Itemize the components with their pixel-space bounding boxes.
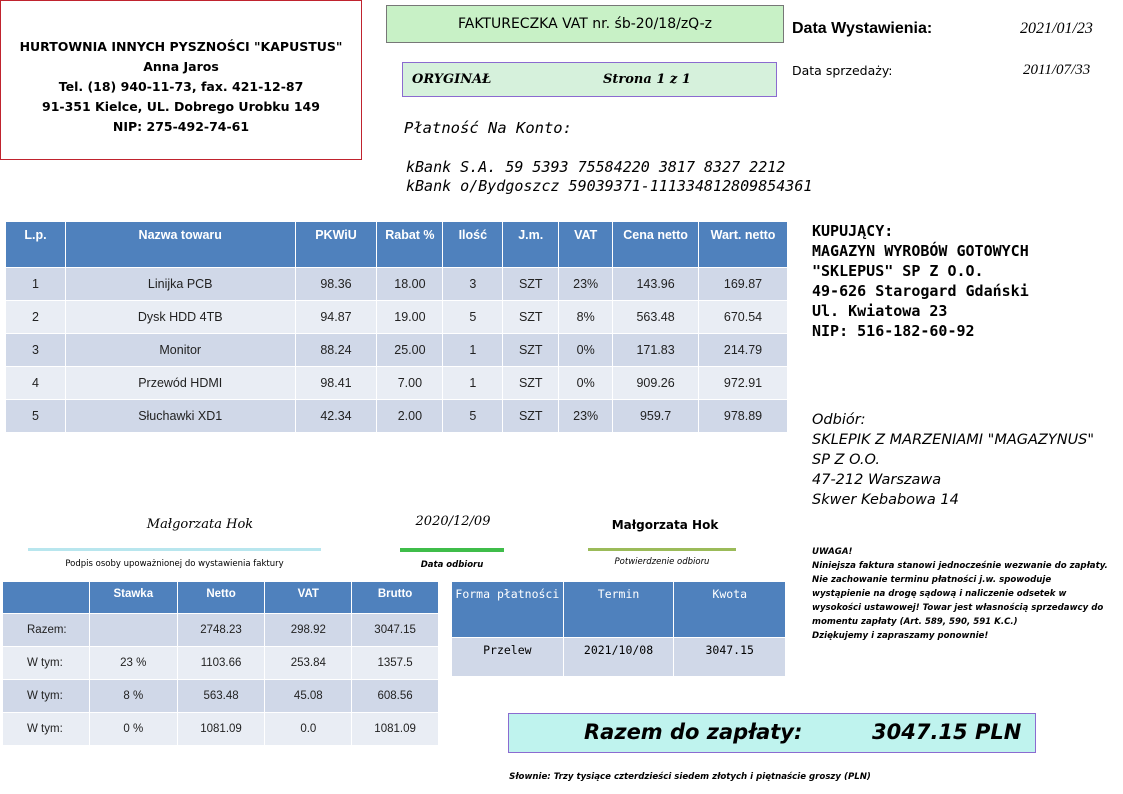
issue-date: 2021/01/23 (1020, 20, 1093, 37)
table-cell: 169.87 (699, 268, 788, 301)
table-cell: 670.54 (699, 301, 788, 334)
table-cell: 8% (559, 301, 613, 334)
receiver-line: Skwer Kebabowa 14 (812, 492, 959, 508)
bank-account-2: kBank o/Bydgoszcz 59039371-111334812809854361 (406, 177, 813, 195)
col-header: Cena netto (613, 222, 699, 268)
table-cell: Linijka PCB (65, 268, 295, 301)
table-cell: 1 (443, 367, 503, 400)
payment-amount: 3047.15 (674, 638, 786, 677)
table-cell: 214.79 (699, 334, 788, 367)
receipt-date-line (400, 548, 504, 552)
table-cell: 959.7 (613, 400, 699, 433)
table-cell: 98.41 (295, 367, 377, 400)
note-body: Niniejsza faktura stanowi jednocześnie wezwanie do zapłaty. Nie zachowanie terminu płatności j.w. spowoduje wystąpienie na drogę sądową i naliczenie odsetek w wysokości ustawowej! Towar jest własnością sprzedawcy do momentu zapłaty (Art. 589, 590, 591 K.C.) (812, 561, 1108, 627)
col-header (3, 582, 90, 614)
table-cell: SZT (503, 268, 559, 301)
seller-phone: Tel. (18) 940-11-73, fax. 421-12-87 (58, 79, 304, 94)
col-header: Ilość (443, 222, 503, 268)
original-label: ORYGINAŁ (412, 72, 492, 87)
confirm-signature: Małgorzata Hok (611, 518, 719, 532)
table-cell: 3 (6, 334, 66, 367)
table-cell: 8 % (89, 680, 177, 713)
issuer-signature-line (28, 548, 321, 551)
items-header-row (6, 222, 788, 268)
col-header: Wart. netto (699, 222, 788, 268)
table-row (3, 713, 439, 746)
table-cell: 2748.23 (177, 614, 265, 647)
table-cell (89, 614, 177, 647)
table-cell: 563.48 (613, 301, 699, 334)
table-row (6, 334, 788, 367)
confirm-signature-line (588, 548, 736, 551)
table-cell: 42.34 (295, 400, 377, 433)
seller-box (0, 0, 362, 160)
note-thanks: Dziękujemy i zapraszamy ponownie! (812, 631, 989, 641)
payment-method: Przelew (452, 638, 564, 677)
table-cell: 1081.09 (352, 713, 439, 746)
total-label: Razem do zapłaty: (584, 720, 803, 744)
receipt-date-caption: Data odbioru (420, 560, 484, 570)
table-cell: 5 (443, 301, 503, 334)
table-cell: 3 (443, 268, 503, 301)
table-cell: 98.36 (295, 268, 377, 301)
col-header: Forma płatności (452, 582, 564, 638)
payment-due-date: 2021/10/08 (563, 638, 674, 677)
table-row (3, 647, 439, 680)
col-header: Stawka (89, 582, 177, 614)
table-cell: 1 (443, 334, 503, 367)
table-cell: 563.48 (177, 680, 265, 713)
table-row (3, 680, 439, 713)
table-cell: 45.08 (265, 680, 352, 713)
table-row (6, 268, 788, 301)
table-cell: 0 % (89, 713, 177, 746)
table-row (6, 301, 788, 334)
table-cell: Przewód HDMI (65, 367, 295, 400)
buyer-label: KUPUJĄCY: (812, 222, 894, 240)
page-number: Strona 1 z 1 (603, 72, 691, 87)
col-header: J.m. (503, 222, 559, 268)
table-cell: SZT (503, 334, 559, 367)
col-header: Termin (563, 582, 674, 638)
receipt-date: 2020/12/09 (415, 514, 491, 529)
vat-summary-table (2, 581, 439, 746)
payment-label: Płatność Na Konto: (404, 119, 572, 137)
table-cell: 19.00 (377, 301, 443, 334)
col-header: Brutto (352, 582, 439, 614)
table-cell: 608.56 (352, 680, 439, 713)
col-header: PKWiU (295, 222, 377, 268)
table-cell: 18.00 (377, 268, 443, 301)
sale-date: 2011/07/33 (1023, 62, 1091, 78)
table-cell: 5 (443, 400, 503, 433)
receiver-line: SKLEPIK Z MARZENIAMI "MAGAZYNUS" SP Z O.O. (812, 432, 1095, 468)
table-cell: 23 % (89, 647, 177, 680)
table-cell: 909.26 (613, 367, 699, 400)
table-cell: 1103.66 (177, 647, 265, 680)
table-cell: 0.0 (265, 713, 352, 746)
buyer-line: 49-626 Starogard Gdański (812, 282, 1029, 300)
issuer-signature: Małgorzata Hok (146, 517, 254, 532)
table-cell: 23% (559, 400, 613, 433)
col-header: L.p. (6, 222, 66, 268)
table-cell: 5 (6, 400, 66, 433)
table-cell: 94.87 (295, 301, 377, 334)
amount-in-words: Słownie: Trzy tysiące czterdzieści siedem złotych i piętnaście groszy (PLN) (509, 772, 871, 782)
table-row (452, 638, 786, 677)
table-cell: W tym: (3, 680, 90, 713)
table-cell: 0% (559, 367, 613, 400)
warning-note (812, 545, 1112, 643)
seller-nip: NIP: 275-492-74-61 (112, 119, 250, 134)
table-row (6, 400, 788, 433)
buyer-line: MAGAZYN WYROBÓW GOTOWYCH (812, 242, 1029, 260)
table-cell: 171.83 (613, 334, 699, 367)
payment-header-row (452, 582, 786, 638)
table-cell: 978.89 (699, 400, 788, 433)
issue-date-label: Data Wystawienia: (792, 20, 933, 37)
table-cell: 23% (559, 268, 613, 301)
seller-address: 91-351 Kielce, UL. Dobrego Urobku 149 (42, 99, 320, 114)
table-cell: Dysk HDD 4TB (65, 301, 295, 334)
total-box (508, 713, 1036, 753)
table-cell: 2.00 (377, 400, 443, 433)
buyer-line: Ul. Kwiatowa 23 (812, 302, 948, 320)
invoice-title: FAKTURECZKA VAT nr. śb-20/18/zQ-z (386, 5, 784, 43)
table-row (6, 367, 788, 400)
table-cell: 0% (559, 334, 613, 367)
table-row (3, 614, 439, 647)
table-cell: Monitor (65, 334, 295, 367)
table-cell: 25.00 (377, 334, 443, 367)
bank-account-1: kBank S.A. 59 5393 75584220 3817 8327 2212 (406, 158, 786, 176)
col-header: Rabat % (377, 222, 443, 268)
buyer-block (812, 221, 1029, 341)
table-cell: SZT (503, 367, 559, 400)
summary-header-row (3, 582, 439, 614)
table-cell: Słuchawki XD1 (65, 400, 295, 433)
table-cell: 1 (6, 268, 66, 301)
table-cell: Razem: (3, 614, 90, 647)
table-cell: 7.00 (377, 367, 443, 400)
note-title: UWAGA! (812, 547, 853, 557)
col-header: Nazwa towaru (65, 222, 295, 268)
table-cell: 2 (6, 301, 66, 334)
table-cell: SZT (503, 301, 559, 334)
col-header: Netto (177, 582, 265, 614)
table-cell: 253.84 (265, 647, 352, 680)
payment-table (451, 581, 786, 677)
table-cell: 1081.09 (177, 713, 265, 746)
original-box (402, 62, 777, 97)
table-cell: 4 (6, 367, 66, 400)
issuer-signature-caption: Podpis osoby upoważnionej do wystawienia faktury (65, 559, 284, 569)
table-cell: 88.24 (295, 334, 377, 367)
table-cell: W tym: (3, 647, 90, 680)
sale-date-label: Data sprzedaży: (792, 63, 893, 78)
buyer-line: NIP: 516-182-60-92 (812, 322, 975, 340)
table-cell: 3047.15 (352, 614, 439, 647)
table-cell: 298.92 (265, 614, 352, 647)
table-cell: 143.96 (613, 268, 699, 301)
seller-name: HURTOWNIA INNYCH PYSZNOŚCI "KAPUSTUS" Anna Jaros (19, 39, 343, 74)
receiver-block (812, 410, 1112, 510)
col-header: VAT (265, 582, 352, 614)
table-cell: 1357.5 (352, 647, 439, 680)
total-amount: 3047.15 PLN (872, 720, 1022, 744)
table-cell: SZT (503, 400, 559, 433)
col-header: Kwota (674, 582, 786, 638)
receiver-line: 47-212 Warszawa (812, 472, 942, 488)
table-cell: 972.91 (699, 367, 788, 400)
buyer-line: "SKLEPUS" SP Z O.O. (812, 262, 984, 280)
confirm-signature-caption: Potwierdzenie odbioru (614, 557, 710, 567)
items-table (5, 221, 788, 433)
col-header: VAT (559, 222, 613, 268)
receiver-label: Odbiór: (812, 412, 866, 428)
table-cell: W tym: (3, 713, 90, 746)
